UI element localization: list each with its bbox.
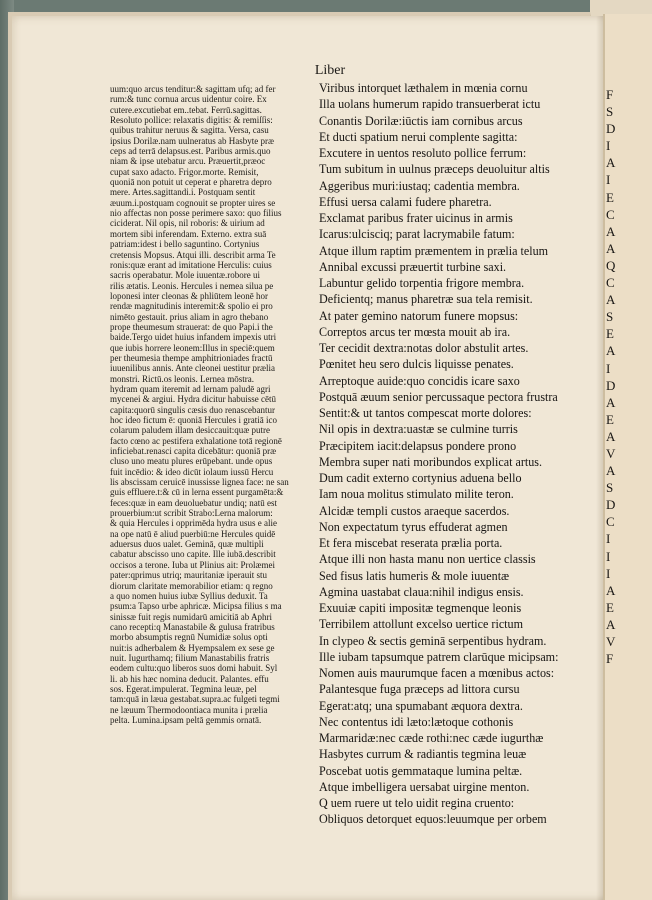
verse-line: Labuntur gelido torpentia frigore membra. [319,276,525,290]
facing-page-initial: Q [606,257,616,273]
commentary-line: guis effluere.t:& cū in lerna essent purgamēta:& [110,487,284,498]
commentary-line: na ope natū ē aliud puerbiū:ne Hercules quidē [110,528,276,539]
commentary-line: li. ab his hæc nomina deducit. Palantes. effu [110,673,269,684]
commentary-line: nuit. Iugurthamq; filium Manastabilis fratris [110,652,270,663]
verse-line: Deficientq; manus pharetræ sua tela remisit. [319,292,533,307]
verse-line: In clypeo & sectis geminā serpentibus hydram. [319,633,547,648]
facing-page-initial: C [606,514,615,530]
facing-page-initial: D [606,377,616,393]
verse-line: Tum subitum in uulnus præceps deuoluitur altis [319,162,550,177]
commentary-line: feces:quæ in eam deuoluebatur undiq; natū est [110,497,277,508]
commentary-line: ipsius Dorilæ.nam uulneratus ab Hasbyte præ [110,135,274,146]
commentary-line: & quia Hercules i opprimēda hydra usus e alie [110,518,277,529]
facing-page-initial: A [606,292,616,308]
verse-line: Palantesque fuga præceps ad littora cursu [319,682,520,697]
commentary-line: iuuenilibus annis. Ante cleonei uestitur prælia [110,363,275,374]
facing-page-initial: A [606,240,616,256]
commentary-line: aduersus duos ualet. Geminā, quæ multipli [110,539,264,550]
verse-line: Hasbytes currum & radiantis tegmina leuæ [319,747,527,762]
facing-page-initial: I [606,565,611,581]
facing-page-initial: D [606,121,616,137]
verse-line: Iam noua molitus stimulato milite teron. [319,487,514,502]
verse-line: Dum cadit externo cortynius aduena bello [319,471,522,485]
facing-page-initial: A [606,223,616,239]
facing-page-initial: A [606,394,616,410]
facing-page-initial: E [606,189,614,205]
commentary-line: colarum paludem illam desiccauit:quæ putre [110,425,270,436]
commentary-line: a quo nomen huius iubæ Syllius deduxit. Ta [110,590,268,601]
facing-page-initial: I [606,548,611,564]
facing-page-initial: I [606,172,611,188]
verse-line: Et fera miscebat reserata prælia porta. [319,536,503,550]
facing-page-initial: A [606,463,616,479]
commentary-line: tam:quā in læua gestabat.supra.ac fulgeti tegmi [110,694,280,705]
commentary-line: rilis ætatis. Leonis. Hercules i nemea silua pe [110,280,274,291]
facing-page-initial: S [606,104,614,120]
commentary-line: mycenei & argiui. Hydra dicitur habuisse cētū [110,394,277,405]
facing-page-initial: A [606,616,616,632]
commentary-line: patriam:idest i bello saguntino. Cortynius [110,239,260,250]
commentary-line: cluso uno meatu plures erūpebant. unde opus [110,456,273,467]
facing-page-initial: C [606,275,615,291]
commentary-line: quoniā non potuit ut ceperat e pharetra depro [110,177,272,188]
facing-page-initial: A [606,582,616,598]
facing-page-initial: I [606,138,611,154]
commentary-line: morbo absumptis regnū Numidiæ solus opti [110,632,268,643]
commentary-line: nuit:is adherbalem & Hyempsalem ex sese ge [110,642,275,653]
verse-line: Exuuiæ capiti impositæ tegmenque leonis [319,601,522,615]
verse-line: Arreptoque auide:quo concidis icare saxo [319,373,520,388]
verse-line: Illa uolans humerum rapido transuerberat ictu [319,97,541,112]
commentary-line: cupat saxo adacto. Frigor.morte. Remisit, [110,166,259,177]
commentary-line: nio affectas non posse perimere saxo: quo filius [110,208,282,219]
verse-line: Egerat:atq; una spumabant æquora dextra. [319,698,523,713]
commentary-line: rendæ magnitudinis interemit:& spolio ei pro [110,301,273,312]
verse-line: Et ducti spatium nerui complente sagitta: [319,129,518,144]
commentary-line: eodem cultu:quo liberos suos domi habuit. Syl [110,663,278,674]
commentary-column [110,84,316,725]
commentary-line: pater:qprimus utriq; mauritaniæ iperauit stu [110,570,267,581]
commentary-line: ciciderat. Nil opis, nil roboris: & uirium ad [110,218,265,229]
commentary-line: mortem sibi inferendam. Externo. extra suā [110,228,267,239]
commentary-line: cano recepti:q Manastabile & gulusa fratribus [110,621,275,632]
verse-line: Sentit:& ut tantos compescat morte dolores: [319,406,532,420]
facing-page-initial: S [606,480,614,496]
commentary-line: sacris operabatur. Mole iuuentæ.robore ui [110,270,260,281]
verse-line: Exclamat paribus frater uicinus in armis [319,211,513,225]
verse-line: Marmaridæ:nec cæde rothi:nec cæde iugurthæ [319,731,544,745]
verse-line: Annibal excussi præuertit turbine saxi. [319,259,507,274]
verse-line: Ter cecidit dextra:notas dolor abstulit artes. [319,341,529,355]
commentary-line: uum:quo arcus tenditur:& sagittam ufq; ad fer [110,84,276,94]
verse-line: Agmina uastabat claua:nihil indigus ensis. [319,584,524,599]
facing-page-initial: V [606,445,616,461]
verse-line: Atque imbelligera uersabat uirgine menton. [319,779,530,794]
commentary-line: monstri. Rictū.os leonis. Lernea mōstra. [110,373,254,384]
verse-line: Non expectatum tyrus effuderat agmen [319,519,508,534]
verse-line: Excutere in uentos resoluto pollice ferrum: [319,146,527,160]
verse-line: Pœnitet heu sero dulcis liquisse penates. [319,357,514,372]
facing-page-initial: A [606,343,616,359]
commentary-line: ne læuum Thermodoontiaca munita i prælia [110,704,268,715]
facing-page-initial: V [606,634,616,649]
facing-page-initials [606,86,650,667]
verse-line: Nec contentus idi læto:lætoque cothonis [319,714,514,729]
commentary-line: facto cœno ac pestifera exhalatione totā regionē [110,435,282,446]
commentary-line: quibus trahitur neruus & sagitta. Versa, casu [110,125,269,136]
commentary-line: cabatur abscisso uno capite. Ille iubā.describit [110,549,276,560]
commentary-line: ronis:quæ erant ad imitatione Herculis: cuius [110,259,272,270]
commentary-line: capita:quorū singulis cæsis duo renascebantur [110,404,275,415]
commentary-line: baide.Tergo uidet huius infandem impexis utri [110,332,277,343]
verse-line: Correptos arcus ter mœsta mouit ab ira. [319,324,511,339]
commentary-line: fuit incēdio: & ideo dicūt iolaum iussū Hercu [110,466,274,477]
verse-line: Nil opis in dextra:uastæ se culmine turris [319,422,518,437]
verse-line: Terribilem attollunt excelso uertice rictum [319,617,523,632]
commentary-line: prouerbium:ut scribit Strabo:Lerna malorum: [110,508,273,519]
commentary-line: pelta. Lumina.ipsam peltā gemmis ornatā. [110,714,262,725]
commentary-line: hoc ideo fictum ē: quoniā Hercules i gratiā ico [110,415,277,425]
commentary-line: diorum claritate memorabilior etiam: q regno [110,580,273,591]
verse-line: At pater gemino natorum funere mopsus: [319,308,519,323]
commentary-line: loponesi inter cleonas & phliūtem leonē hor [110,290,268,301]
commentary-line: niam & ipse utebatur arcu. Præuertit,præoc [110,156,266,167]
commentary-line: lis abscissam ceruicē inussisse lignea face: ne san [110,477,289,488]
commentary-line: cutere.excutiebat em..tebat. Ferrū.sagittas. [110,104,262,115]
verse-line: Atque illi non hasta manu non uertice classis [319,552,536,567]
commentary-line: psum:a Tapso urbe aphricæ. Micipsa filius s ma [110,601,282,612]
verse-line: Conantis Dorilæ:iūctis iam cornibus arcus [319,113,523,128]
commentary-line: occisos a terone. Iuba ut Plinius ait: Prolæmei [110,559,275,570]
commentary-line: hydram quam iteremit ad lernam paludē agri [110,383,271,394]
facing-page-initial: E [606,326,614,342]
commentary-line: rum:& tunc cornua arcus uidentur coire. Ex [110,94,267,105]
commentary-line: prope theumesum strauerat: de quo Papi.i the [110,321,273,332]
verse-line: Sed fisus latis humeris & mole iuuentæ [319,568,510,583]
commentary-line: æuum.i.postquam cognouit se propter uires se [110,197,276,208]
commentary-line: que iubis horrere leonem:Illus in speciē:quem [110,342,275,353]
verse-line: Viribus intorquet læthalem in mœnia cornu [319,81,528,95]
commentary-line: ceps ad terrā delapsus.est. Paribus armis.quo [110,146,271,157]
verse-line: Obliquos detorquet equos:leuumque per orbem [319,812,547,827]
facing-page-initial: I [606,531,611,547]
verse-line: Postquā æuum senior percussaque pectora frustra [319,389,558,404]
commentary-line: Resoluto pollice: relaxatis digitis: & remiſſis: [110,115,273,126]
running-head: Liber [314,63,346,78]
verse-column [319,80,585,828]
verse-line: Q uem ruere ut telo uidit regina cruento: [319,796,515,810]
commentary-line: cretensis Mopsus. Atqui illi. describit arma Te [110,249,276,260]
verse-line: Atque illum raptim præmentem in prælia telum [319,243,549,258]
commentary-line: inficiebat.renasci capita dicebātur: quoniā præ [110,446,277,457]
facing-page-initial: F [606,87,614,102]
verse-line: Ille iubam tapsumque patrem clarūque micipsam: [319,649,559,664]
commentary-line: nimēto gestauit. prius aliam in agro thebano [110,311,269,322]
verse-line: Membra super nati moribundos explicat artus. [319,454,543,469]
facing-page-initial: A [606,155,616,171]
verse-line: Effusi uersa calami fudere pharetra. [319,194,492,209]
verse-line: Aggeribus muri:iustaq; cadentia membra. [319,178,520,193]
verse-line: Icarus:ulcisciq; parat lacrymabile fatum: [319,227,515,242]
facing-page-initial: A [606,428,616,444]
commentary-line: sos. Egerat.impulerat. Tegmina leuæ, pel [110,683,257,694]
commentary-line: per theumesia thempe amphitrioniades fractū [110,352,273,363]
facing-page-initial: C [606,206,615,222]
verse-line: Poscebat uotis gemmataque lumina peltæ. [319,763,523,778]
verse-line: Nomen auis maurumque facen a mœnibus actos: [319,666,555,680]
facing-page-initial: F [606,651,614,667]
facing-page-initial: S [606,309,614,325]
facing-page-initial: I [606,360,611,376]
commentary-line: sinissæ fuit regis numidarū amicitiā ab Aphri [110,611,272,622]
facing-page-initial: E [606,599,614,615]
facing-page-initial: D [606,497,616,513]
verse-line: Præcipitem iacit:delapsus pondere prono [319,438,517,453]
verse-line: Alcidæ templi custos araeque sacerdos. [319,503,510,518]
commentary-line: mere. Artes.sagittandi.i. Postquam sentit [110,187,256,198]
facing-page-initial: E [606,411,614,427]
